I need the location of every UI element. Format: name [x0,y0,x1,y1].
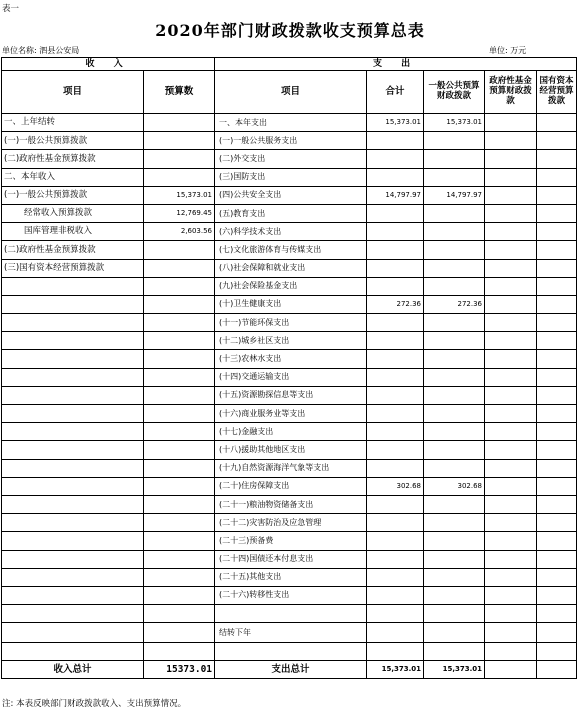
table-row [2,495,577,513]
empty-cell [485,623,537,643]
fund-budget-cell [485,386,537,404]
exp-item-cell: (二十四)国债还本付息支出 [215,550,367,568]
income-item-cell [2,459,144,477]
income-item-cell: (二)政府性基金预算拨款 [2,241,144,259]
general-budget-cell: 14,797.97 [424,186,485,204]
general-budget-cell [424,350,485,368]
carry-forward-label: 结转下年 [215,623,367,643]
income-amount-cell [144,514,215,532]
general-budget-cell [424,568,485,586]
unit-name-label: 单位名称: 泗县公安局 [2,46,80,55]
income-item-cell [2,514,144,532]
total-cell [367,568,424,586]
table-row [2,204,577,222]
income-amount-cell [144,368,215,386]
total-cell [367,204,424,222]
total-cell [367,350,424,368]
state-capital-cell [537,204,577,222]
income-amount-cell [144,495,215,513]
general-budget-cell [424,405,485,423]
general-budget-cell [424,277,485,295]
exp-total-value: 15,373.01 [367,661,424,679]
fund-budget-cell [485,550,537,568]
budget-summary-table [1,57,577,679]
table-row [2,368,577,386]
general-budget-cell: 272.36 [424,295,485,313]
table-row [2,259,577,277]
general-budget-cell [424,241,485,259]
state-capital-cell [537,114,577,132]
exp-item-cell: (二十一)粮油物资储备支出 [215,495,367,513]
table-row [2,150,577,168]
expenditure-section-header: 支 出 [215,58,577,71]
fund-budget-cell [485,495,537,513]
fund-budget-cell [485,477,537,495]
table-row [2,532,577,550]
income-amount-cell [144,477,215,495]
total-cell [367,495,424,513]
table-row [2,386,577,404]
general-budget-cell [424,132,485,150]
income-amount-cell [144,150,215,168]
table-row [2,423,577,441]
general-budget-cell [424,514,485,532]
income-amount-cell [144,277,215,295]
total-cell [367,586,424,604]
total-header: 合计 [367,71,424,114]
total-cell [367,405,424,423]
exp-item-cell: (十一)节能环保支出 [215,314,367,332]
empty-cell [537,623,577,643]
state-capital-cell [537,150,577,168]
total-cell [367,314,424,332]
income-item-cell [2,568,144,586]
state-capital-cell [537,532,577,550]
fund-budget-cell [485,368,537,386]
exp-item-cell: (一)一般公共服务支出 [215,132,367,150]
income-amount-cell [144,459,215,477]
total-cell: 302.68 [367,477,424,495]
empty-cell [485,605,537,623]
exp-item-cell: (四)公共安全支出 [215,186,367,204]
fund-budget-cell [485,168,537,186]
general-budget-cell [424,259,485,277]
income-total-label: 收入总计 [2,661,144,679]
general-budget-cell [424,532,485,550]
total-cell [367,441,424,459]
table-row [2,223,577,241]
general-budget-cell [424,150,485,168]
exp-item-cell: (二)外交支出 [215,150,367,168]
state-capital-cell [537,386,577,404]
income-item-cell: (二)政府性基金预算拨款 [2,150,144,168]
exp-item-cell: (二十五)其他支出 [215,568,367,586]
total-cell [367,550,424,568]
income-amount-cell [144,132,215,150]
table-row [2,332,577,350]
fund-budget-cell [485,295,537,313]
fund-budget-cell [485,204,537,222]
income-amount-cell [144,405,215,423]
table-footnote: 注: 本表反映部门财政拨款收入、支出预算情况。 [2,699,187,709]
general-budget-cell [424,168,485,186]
state-capital-header: 国有资本经营预算拨款 [537,71,577,114]
empty-cell [485,661,537,679]
table-row [2,168,577,186]
fund-budget-cell [485,568,537,586]
state-capital-cell [537,168,577,186]
income-amount-cell [144,350,215,368]
fund-budget-cell [485,132,537,150]
empty-cell [367,643,424,661]
column-header-row [2,71,577,114]
income-amount-cell [144,550,215,568]
total-cell [367,514,424,532]
income-item-cell [2,405,144,423]
income-item-cell [2,550,144,568]
income-item-cell [2,386,144,404]
state-capital-cell [537,459,577,477]
state-capital-cell [537,441,577,459]
exp-item-cell: 一、本年支出 [215,114,367,132]
fund-budget-cell [485,259,537,277]
total-cell [367,459,424,477]
state-capital-cell [537,568,577,586]
state-capital-cell [537,586,577,604]
income-item-cell [2,495,144,513]
income-item-cell [2,477,144,495]
income-item-cell [2,332,144,350]
table-row [2,643,577,661]
exp-item-header: 项目 [215,71,367,114]
exp-item-cell: (二十三)预备费 [215,532,367,550]
income-amount-cell [144,386,215,404]
income-item-cell: 国库管理非税收入 [2,223,144,241]
exp-total-label: 支出总计 [215,661,367,679]
income-amount-cell: 2,603.56 [144,223,215,241]
fund-budget-cell [485,241,537,259]
empty-cell [2,623,144,643]
fund-budget-cell [485,514,537,532]
state-capital-cell [537,241,577,259]
exp-item-cell: (十三)农林水支出 [215,350,367,368]
fund-budget-cell [485,405,537,423]
general-budget-cell [424,441,485,459]
income-item-cell [2,586,144,604]
empty-cell [424,605,485,623]
income-amount-cell [144,586,215,604]
income-item-cell [2,314,144,332]
general-budget-cell: 15,373.01 [424,114,485,132]
general-budget-cell [424,495,485,513]
total-cell: 15,373.01 [367,114,424,132]
exp-item-cell: (二十六)转移性支出 [215,586,367,604]
table-row [2,314,577,332]
exp-item-cell: (九)社会保险基金支出 [215,277,367,295]
exp-item-cell: (十九)自然资源海洋气象等支出 [215,459,367,477]
exp-item-cell: (七)文化旅游体育与传媒支出 [215,241,367,259]
total-cell [367,168,424,186]
total-cell: 14,797.97 [367,186,424,204]
empty-cell [215,643,367,661]
fund-budget-cell [485,423,537,441]
fund-budget-cell [485,114,537,132]
general-budget-cell [424,204,485,222]
income-amount-cell [144,114,215,132]
state-capital-cell [537,295,577,313]
income-item-cell [2,441,144,459]
income-item-header: 项目 [2,71,144,114]
empty-cell [367,605,424,623]
empty-cell [215,605,367,623]
table-row [2,114,577,132]
exp-item-cell: (八)社会保障和就业支出 [215,259,367,277]
general-budget-cell [424,459,485,477]
empty-cell [2,605,144,623]
section-header-row [2,58,577,71]
general-budget-header: 一般公共预算财政拨款 [424,71,485,114]
table-row [2,405,577,423]
general-budget-cell [424,332,485,350]
general-budget-cell [424,586,485,604]
income-amount-cell [144,532,215,550]
total-cell [367,241,424,259]
income-amount-cell [144,295,215,313]
income-amount-cell: 12,769.45 [144,204,215,222]
page-title: 2020年部门财政拨款收支预算总表 [155,21,425,40]
fund-budget-header: 政府性基金预算财政拨款 [485,71,537,114]
exp-item-cell: (十六)商业服务业等支出 [215,405,367,423]
income-amount-cell [144,259,215,277]
exp-general-total-value: 15,373.01 [424,661,485,679]
income-item-cell [2,350,144,368]
fund-budget-cell [485,586,537,604]
table-row [2,441,577,459]
income-section-header: 收 入 [2,58,215,71]
state-capital-cell [537,423,577,441]
fund-budget-cell [485,277,537,295]
income-item-cell [2,295,144,313]
exp-item-cell: (二十二)灾害防治及应急管理 [215,514,367,532]
fund-budget-cell [485,532,537,550]
income-amount-cell [144,423,215,441]
empty-cell [367,623,424,643]
income-item-cell: (一)一般公共预算拨款 [2,186,144,204]
fund-budget-cell [485,314,537,332]
income-amount-cell [144,314,215,332]
income-amount-cell [144,168,215,186]
income-item-cell [2,423,144,441]
total-cell [367,423,424,441]
exp-item-cell: (十二)城乡社区支出 [215,332,367,350]
table-row [2,586,577,604]
carry-forward-row [2,623,577,643]
state-capital-cell [537,477,577,495]
fund-budget-cell [485,150,537,168]
income-amount-cell [144,241,215,259]
income-amount-cell [144,568,215,586]
table-row [2,241,577,259]
exp-item-cell: (二十)住房保障支出 [215,477,367,495]
state-capital-cell [537,259,577,277]
income-amount-cell: 15,373.01 [144,186,215,204]
empty-cell [2,643,144,661]
empty-cell [424,623,485,643]
total-cell: 272.36 [367,295,424,313]
state-capital-cell [537,277,577,295]
general-budget-cell: 302.68 [424,477,485,495]
total-cell [367,277,424,295]
state-capital-cell [537,368,577,386]
state-capital-cell [537,550,577,568]
exp-item-cell: (十四)交通运输支出 [215,368,367,386]
total-cell [367,150,424,168]
state-capital-cell [537,186,577,204]
state-capital-cell [537,405,577,423]
exp-item-cell: (十五)资源勘探信息等支出 [215,386,367,404]
income-amount-header: 预算数 [144,71,215,114]
table-row [2,568,577,586]
table-row [2,459,577,477]
state-capital-cell [537,350,577,368]
empty-cell [144,605,215,623]
currency-unit-label: 单位: 万元 [489,46,527,55]
total-cell [367,259,424,277]
general-budget-cell [424,386,485,404]
exp-item-cell: (五)教育支出 [215,204,367,222]
state-capital-cell [537,514,577,532]
form-number: 表一 [2,4,20,14]
income-item-cell [2,277,144,295]
income-item-cell [2,368,144,386]
table-row [2,295,577,313]
table-row [2,550,577,568]
table-row [2,186,577,204]
empty-cell [144,643,215,661]
table-row [2,132,577,150]
state-capital-cell [537,332,577,350]
fund-budget-cell [485,223,537,241]
total-cell [367,223,424,241]
total-cell [367,532,424,550]
income-total-value: 15373.01 [144,661,215,679]
income-item-cell: (三)国有资本经营预算拨款 [2,259,144,277]
fund-budget-cell [485,350,537,368]
income-amount-cell [144,332,215,350]
empty-cell [144,623,215,643]
income-item-cell: (一)一般公共预算拨款 [2,132,144,150]
income-item-cell: 经常收入预算拨款 [2,204,144,222]
income-item-cell [2,532,144,550]
fund-budget-cell [485,441,537,459]
exp-item-cell: (十七)金融支出 [215,423,367,441]
table-row [2,277,577,295]
empty-cell [537,661,577,679]
empty-cell [424,643,485,661]
state-capital-cell [537,495,577,513]
empty-cell [537,643,577,661]
table-row [2,477,577,495]
general-budget-cell [424,368,485,386]
fund-budget-cell [485,332,537,350]
exp-item-cell: (十)卫生健康支出 [215,295,367,313]
exp-item-cell: (三)国防支出 [215,168,367,186]
state-capital-cell [537,132,577,150]
general-budget-cell [424,314,485,332]
income-item-cell: 一、上年结转 [2,114,144,132]
general-budget-cell [424,423,485,441]
fund-budget-cell [485,459,537,477]
totals-row [2,661,577,679]
exp-item-cell: (六)科学技术支出 [215,223,367,241]
total-cell [367,386,424,404]
table-row [2,514,577,532]
general-budget-cell [424,223,485,241]
total-cell [367,368,424,386]
empty-cell [537,605,577,623]
total-cell [367,132,424,150]
state-capital-cell [537,223,577,241]
exp-item-cell: (十八)援助其他地区支出 [215,441,367,459]
general-budget-cell [424,550,485,568]
table-row [2,605,577,623]
income-item-cell: 二、本年收入 [2,168,144,186]
empty-cell [485,643,537,661]
fund-budget-cell [485,186,537,204]
income-amount-cell [144,441,215,459]
state-capital-cell [537,314,577,332]
total-cell [367,332,424,350]
table-row [2,350,577,368]
